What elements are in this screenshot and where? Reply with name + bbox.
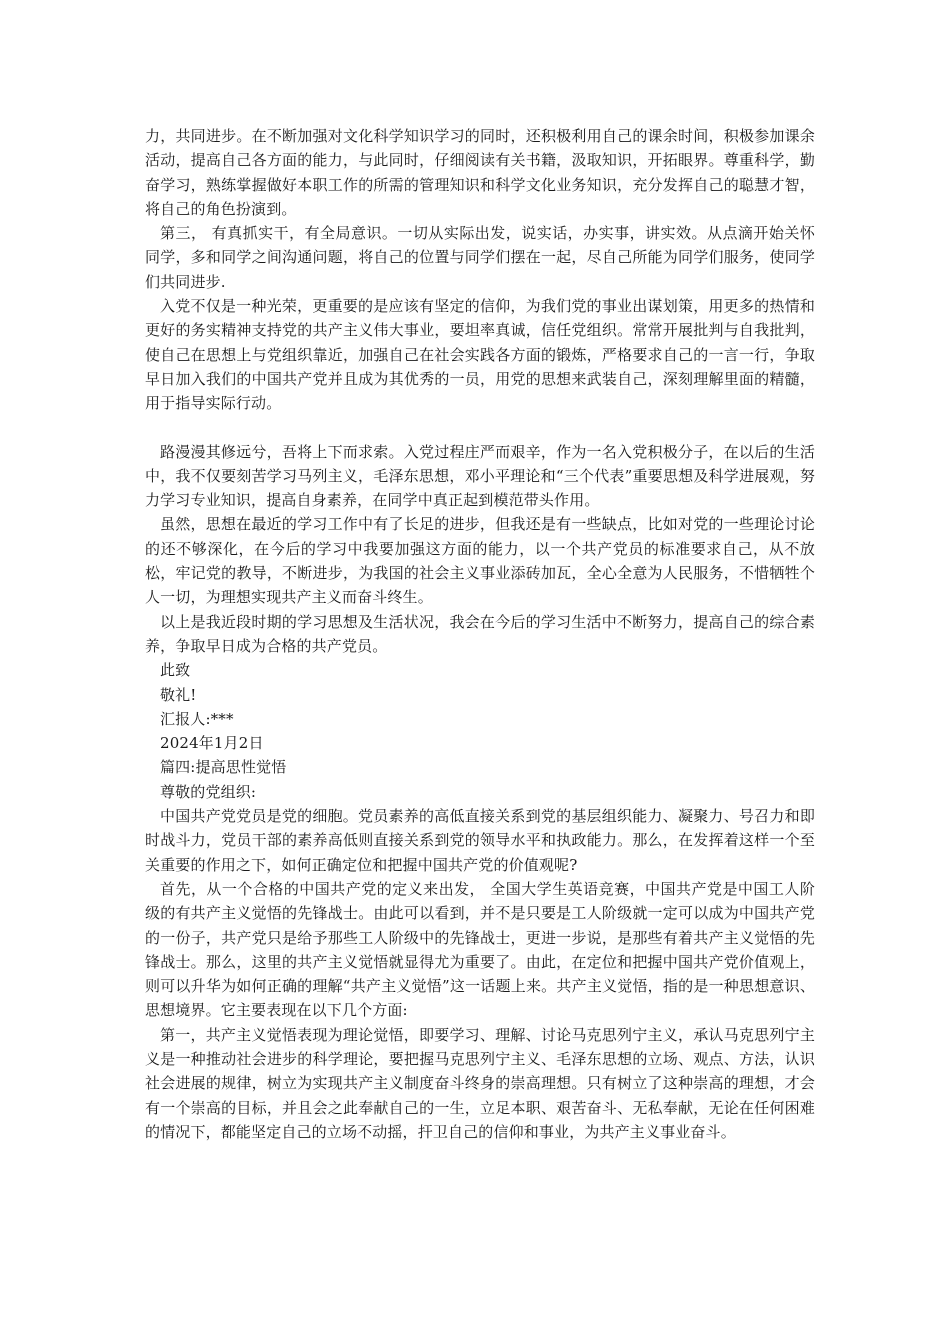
paragraph-joining-party: 入党不仅是一种光荣，更重要的是应该有坚定的信仰，为我们党的事业出谋划策，用更多的热情和更好的务实精神支持党的共产主义伟大事业，要坦率真诚，信任党组织。常常开展批判与自我批判，使自己在思想上与党组织靠近，加强自己在社会实践各方面的锻炼，严格要求自己的一言一行，争取早日加入我们的中国共产党并且成为其优秀的一员，用党的思想来武装自己，深刻理解里面的精髓，用于指导实际行动。 (145, 297, 815, 413)
paragraph-shortcomings: 虽然，思想在最近的学习工作中有了长足的进步，但我还是有一些缺点，比如对党的一些理论讨论的还不够深化，在今后的学习中我要加强这方面的能力，以一个共产党员的标准要求自己，从不放松，牢记党的教导，不断进步，为我国的社会主义事业添砖加瓦，全心全意为人民服务，不惜牺牲个人一切，为理想实现共产主义而奋斗终生。 (145, 515, 815, 607)
paragraph-long-road: 路漫漫其修远兮，吾将上下而求索。入党过程庄严而艰辛，作为一名入党积极分子，在以后的生活中，我不仅要刻苦学习马列主义，毛泽东思想，邓小平理论和“三个代表”重要思想及科学进展观，努力学习专业知识，提高自身素养，在同学中真正起到模范带头作用。 (145, 442, 815, 510)
closing-regards: 敬礼! (160, 685, 197, 704)
document-body (145, 124, 815, 1144)
paragraph-third-point: 第三， 有真抓实干，有全局意识。一切从实际出发，说实话，办实事，讲实效。从点滴开始关怀同学，多和同学之间沟通问题，将自己的位置与同学们摆在一起，尽自己所能为同学们服务，使同学们共同进步. (145, 224, 815, 291)
section-title: 篇四:提高思性觉悟 (160, 758, 287, 777)
blank-line (145, 416, 815, 440)
paragraph-first-definition: 首先，从一个合格的中国共产党的定义来出发， 全国大学生英语竞赛，中国共产党是中国工人阶级的有共产主义觉悟的先锋战士。由此可以看到，并不是只要是工人阶级就一定可以成为中国共产党的一份子，共产党只是给予那些工人阶级中的先锋战士，更进一步说，是那些有着共产主义觉悟的先锋战士。那么，这里的共产主义觉悟就显得尤为重要了。由此，在定位和把握中国共产党价值观上，则可以升华为如何正确的理解“共产主义觉悟”这一话题上来。共产主义觉悟，指的是一种思想意识、思想境界。它主要表现在以下几个方面: (145, 879, 815, 1020)
report-date: 2024年1月2日 (160, 734, 264, 753)
closing-salutation: 此致 (160, 661, 191, 680)
reporter-line: 汇报人:*** (160, 709, 234, 728)
paragraph-study-progress: 力，共同进步。在不断加强对文化科学知识学习的同时，还积极利用自己的课余时间，积极参加课余活动，提高自己各方面的能力，与此同时，仔细阅读有关书籍，汲取知识，开拓眼界。尊重科学，勤奋学习，熟练掌握做好本职工作的所需的管理知识和科学文化业务知识，充分发挥自己的聪慧才智，将自己的角色扮演到。 (145, 127, 815, 218)
paragraph-theory-awareness: 第一，共产主义觉悟表现为理论觉悟，即要学习、理解、讨论马克思列宁主义，承认马克思列宁主义是一种推动社会进步的科学理论，要把握马克思列宁主义、毛泽东思想的立场、观点、方法，认识社会进展的规律，树立为实现共产主义制度奋斗终身的崇高理想。只有树立了这种崇高的理想，才会有一个崇高的目标，并且会之此奉献自己的一生，立足本职、艰苦奋斗、无私奉献，无论在任何困难的情况下，都能坚定自己的立场不动摇，扞卫自己的信仰和事业，为共产主义事业奋斗。 (145, 1025, 815, 1141)
paragraph-party-members: 中国共产党党员是党的细胞。党员素养的高低直接关系到党的基层组织能力、凝聚力、号召力和即时战斗力，党员干部的素养高低则直接关系到党的领导水平和执政能力。那么，在发挥着这样一个至关重要的作用之下，如何正确定位和把握中国共产党的价值观呢? (145, 807, 815, 874)
greeting: 尊敬的党组织: (160, 782, 257, 801)
paragraph-summary: 以上是我近段时期的学习思想及生活状况，我会在今后的学习生活中不断努力，提高自己的综合素养，争取早日成为合格的共产党员。 (145, 612, 815, 655)
